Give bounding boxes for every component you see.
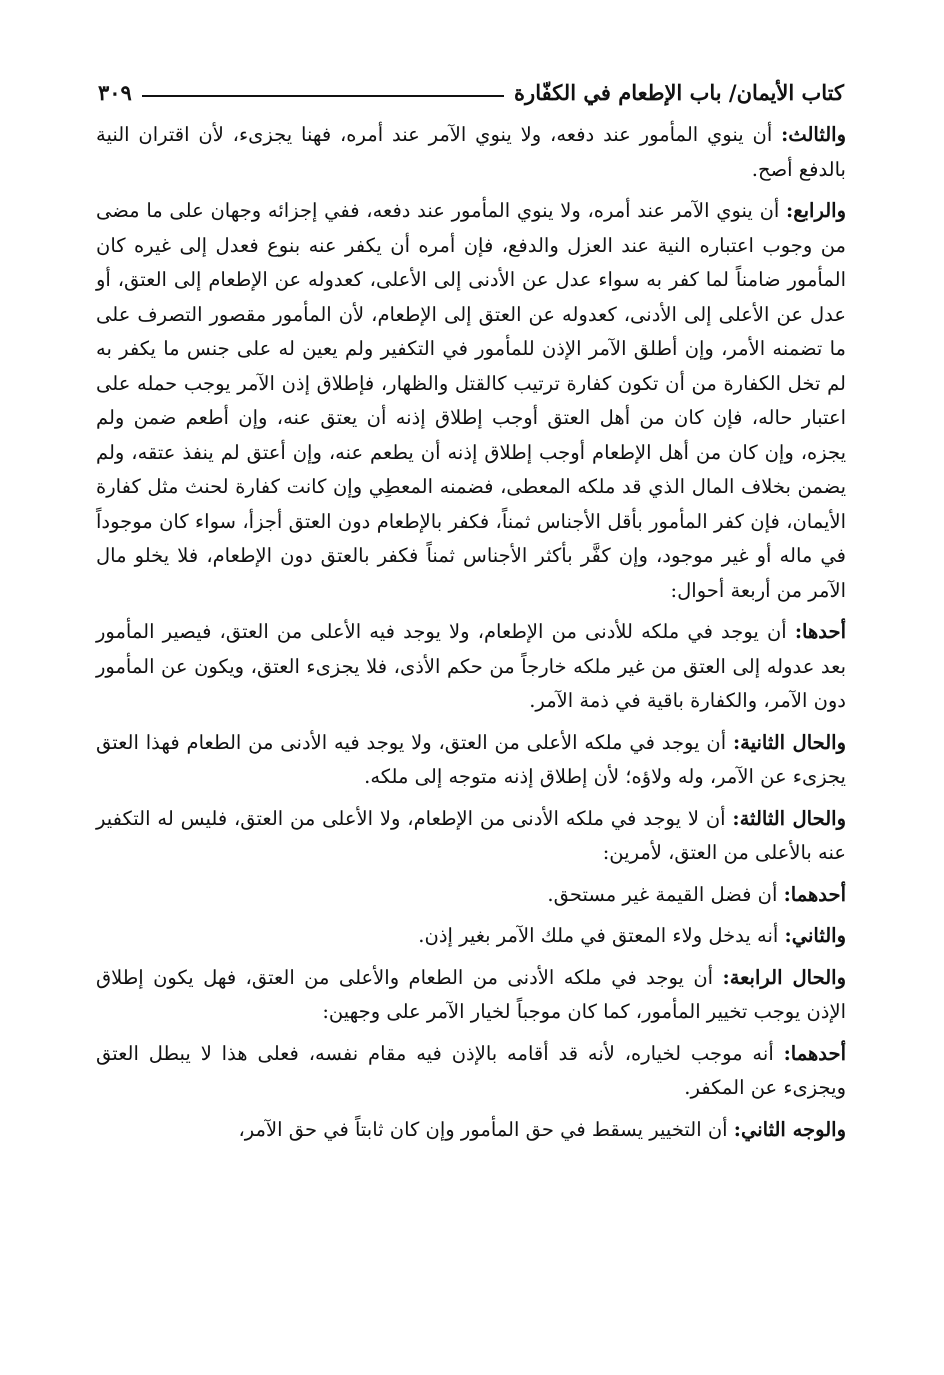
paragraph-state-two — [96, 726, 846, 795]
paragraph-state-three — [96, 802, 846, 871]
body-text — [96, 118, 846, 1147]
paragraph-text: أن يوجد في ملكه الأدنى من الطعام والأعلى من العتق، فهل يكون إطلاق الإذن يوجب تخيير المأمور، كما كان موجباً لخيار الآمر على وجهين: — [96, 965, 846, 1023]
paragraph-aspect-two — [96, 1113, 846, 1148]
paragraph-fourth — [96, 194, 846, 608]
page-number: ٣٠٩ — [98, 80, 132, 105]
paragraph-text: أن التخيير يسقط في حق المأمور وإن كان ثابتاً في حق الآمر، — [238, 1117, 734, 1141]
paragraph-text: أن يوجد في ملكه الأعلى من العتق، ولا يوجد فيه الأدنى من الطعام فهذا العتق يجزىء عن الآمر، وله ولاؤه؛ لأن إطلاق إذنه متوجه إلى ملكه. — [96, 730, 846, 788]
header-rule — [142, 95, 504, 97]
paragraph-reason-two — [96, 919, 846, 954]
paragraph-lead: والحال الثانية: — [732, 730, 846, 754]
paragraph-lead: والحال الثالثة: — [732, 806, 846, 830]
paragraph-lead: والوجه الثاني: — [733, 1117, 846, 1141]
header-title: كتاب الأيمان/ باب الإطعام في الكفّارة — [514, 80, 844, 105]
running-header — [98, 78, 844, 108]
paragraph-lead: أحدها: — [794, 620, 846, 643]
paragraph-aspect-one — [96, 1037, 846, 1106]
paragraph-lead: والثاني: — [784, 924, 846, 947]
paragraph-state-one — [96, 615, 846, 719]
paragraph-lead: والحال الرابعة: — [722, 965, 846, 989]
paragraph-text: أنه موجب لخياره، لأنه قد أقامه بالإذن فيه مقام نفسه، فعلى هذا لا يبطل العتق ويجزىء عن المكفر. — [96, 1041, 846, 1099]
paragraph-lead: أحدهما: — [783, 1041, 846, 1065]
paragraph-text: أن ينوي الآمر عند أمره، ولا ينوي المأمور عند دفعه، ففي إجزائه وجهان على ما مضى من وجوب اعتباره النية عند العزل والدفع، فإن أمره أن يكفر عنه بنوع فعدل إلى غيره كان المأمور ضامناً لما كفر به سواء عدل عن الأدنى إلى الأعلى، كعدوله عن الإطعام إلى العتق، أو عدل عن الأعلى إلى الأدنى، كعدوله عن العتق إلى الإطعام، لأن المأمور مقصور التصرف على ما تضمنه الأمر، وإن أطلق الآمر الإذن للمأمور في التكفير ولم يعين له على جنس ما يكفر به لم تخل الكفارة من أن تكون كفارة ترتيب كالقتل والظهار، فإطلاق إذن الآمر يوجب حمله على اعتبار حاله، فإن كان من أهل العتق أوجب إطلاق إذنه أن يعتق عنه، وإن أطعم ضمن ولم يجزه، وإن كان من أهل الإطعام أوجب إطلاق إذنه أن يطعم عنه، وإن أعتق لم ينفذ عتقه، ولم يضمن بخلاف المال الذي قد ملكه المعطى، فضمنه المعطِي وإن كانت كفارة لحنث مثل كفارة الأيمان، فإن كفر المأمور بأقل الأجناس ثمناً، فكفر بالإطعام دون العتق أجزأ، سواء كان موجوداً في ماله أو غير موجود، وإن كفَّر بأكثر الأجناس ثمناً فكفر بالعتق دون الإطعام، فلا يخلو مال الآمر من أربعة أحوال: — [96, 199, 846, 602]
paragraph-lead: أحدهما: — [783, 882, 846, 906]
paragraph-lead: والثالث: — [781, 123, 846, 146]
paragraph-lead: والرابع: — [786, 199, 846, 222]
paragraph-text: أنه يدخل ولاء المعتق في ملك الآمر بغير إذن. — [418, 924, 785, 947]
paragraph-text: أن فضل القيمة غير مستحق. — [547, 882, 784, 906]
paragraph-state-four — [96, 961, 846, 1030]
paragraph-text: أن يوجد في ملكه للأدنى من الإطعام، ولا يوجد فيه الأعلى من العتق، فيصير المأمور بعد عدوله إلى العتق من غير ملكه خارجاً من حكم الأذى، فلا يجزىء العتق، ويكون عن المأمور دون الآمر، والكفارة باقية في ذمة الآمر. — [96, 620, 846, 712]
paragraph-text: أن لا يوجد في ملكه الأدنى من الإطعام، ولا الأعلى من العتق، فليس له التكفير عنه بالأعلى من العتق، لأمرين: — [96, 806, 846, 864]
paragraph-text: أن ينوي المأمور عند دفعه، ولا ينوي الآمر عند أمره، فهنا يجزىء، لأن اقتران النية بالدفع أصح. — [96, 123, 846, 181]
paragraph-third — [96, 118, 846, 187]
paragraph-reason-one — [96, 878, 846, 913]
